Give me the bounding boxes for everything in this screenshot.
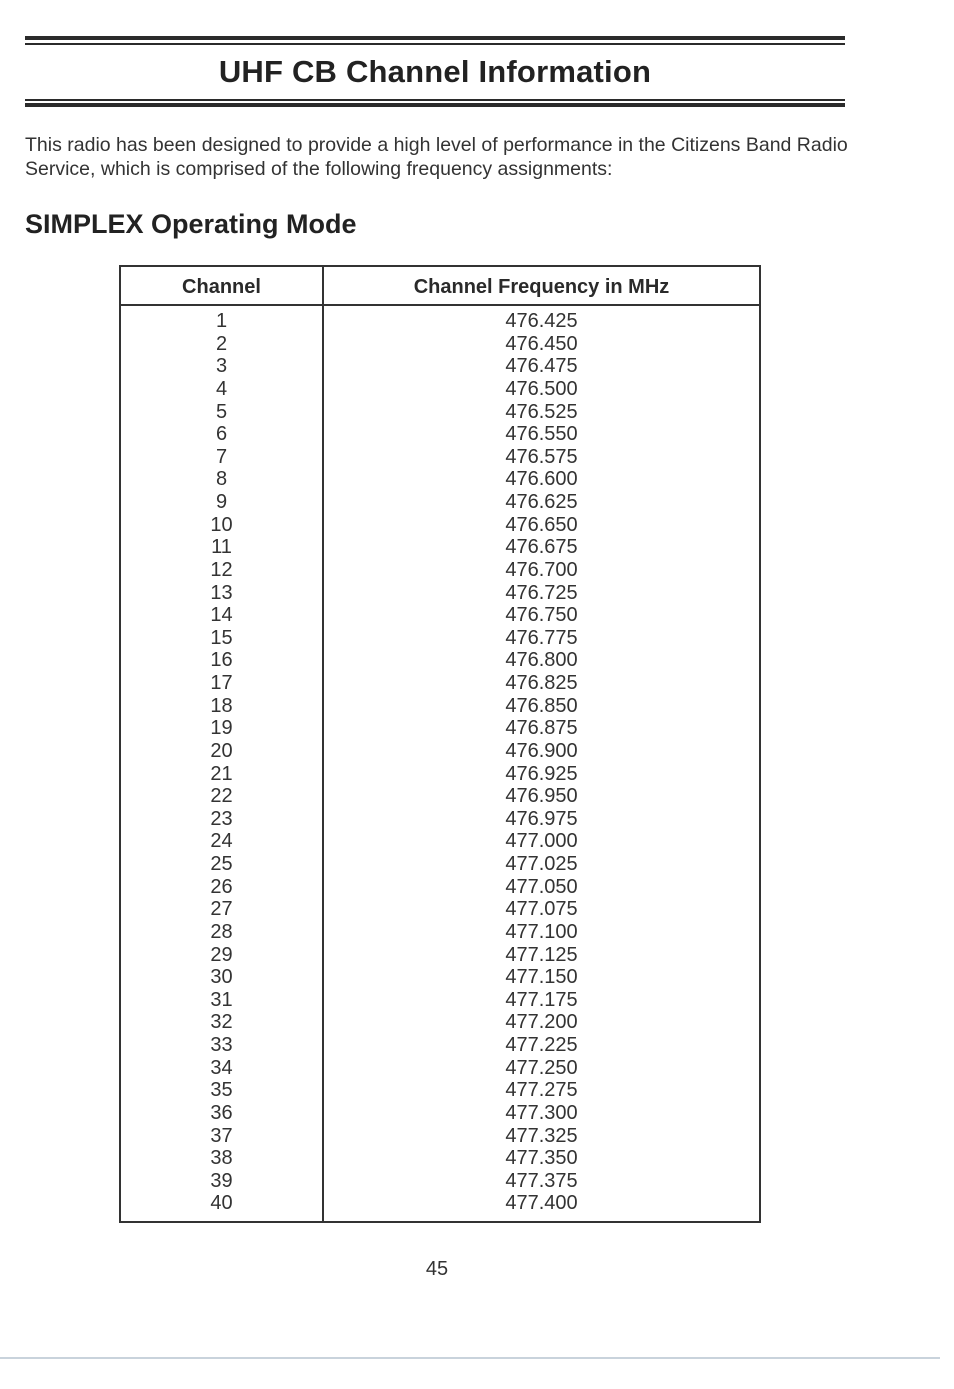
channel-number: 28 bbox=[210, 920, 233, 943]
channel-frequency: 476.550 bbox=[505, 423, 578, 446]
channel-frequency: 477.175 bbox=[505, 988, 578, 1011]
channel-frequency: 477.400 bbox=[505, 1192, 578, 1215]
channel-number: 37 bbox=[210, 1124, 233, 1147]
channel-number: 9 bbox=[215, 491, 228, 513]
channel-frequency: 477.125 bbox=[505, 943, 578, 966]
channel-frequency: 476.675 bbox=[505, 536, 578, 559]
top-rule-thin bbox=[25, 43, 845, 45]
channel-frequency: 476.650 bbox=[505, 513, 578, 536]
channel-number: 27 bbox=[210, 898, 233, 921]
channel-frequency: 476.750 bbox=[505, 604, 578, 627]
page-number: 45 bbox=[425, 1258, 449, 1280]
table-row bbox=[121, 1057, 759, 1080]
channel-number: 14 bbox=[210, 604, 233, 627]
channel-number: 24 bbox=[210, 830, 233, 853]
channel-number: 29 bbox=[210, 943, 233, 966]
bottom-rule-thin bbox=[25, 99, 845, 101]
header-divider bbox=[121, 304, 759, 306]
channel-number: 4 bbox=[215, 377, 228, 400]
channel-frequency: 477.100 bbox=[505, 920, 578, 943]
channel-number: 23 bbox=[210, 807, 233, 830]
table-row bbox=[121, 1102, 759, 1125]
table-row bbox=[121, 966, 759, 989]
channel-frequency: 477.250 bbox=[505, 1056, 578, 1079]
table-row bbox=[121, 785, 759, 808]
table-row bbox=[121, 921, 759, 944]
channel-frequency: 476.725 bbox=[505, 581, 578, 604]
channel-frequency: 476.450 bbox=[505, 332, 578, 355]
channel-frequency: 476.900 bbox=[505, 739, 578, 762]
page-title: UHF CB Channel Information bbox=[218, 54, 652, 89]
channel-frequency: 476.625 bbox=[505, 491, 578, 513]
channel-number: 25 bbox=[210, 853, 233, 875]
table-row bbox=[121, 717, 759, 740]
channel-frequency: 476.525 bbox=[505, 400, 578, 423]
channel-frequency: 476.475 bbox=[505, 355, 578, 378]
channel-number: 39 bbox=[210, 1169, 233, 1192]
channel-frequency: 477.375 bbox=[505, 1169, 578, 1192]
table-row bbox=[121, 355, 759, 378]
table-row bbox=[121, 423, 759, 446]
channel-frequency: 476.575 bbox=[505, 445, 578, 468]
table-row bbox=[121, 830, 759, 853]
channel-number: 16 bbox=[210, 649, 233, 672]
table-row bbox=[121, 1170, 759, 1193]
channel-frequency: 476.425 bbox=[505, 310, 578, 332]
table-row bbox=[121, 401, 759, 424]
channel-number: 15 bbox=[210, 626, 233, 649]
channel-number: 35 bbox=[210, 1079, 233, 1102]
intro-paragraph: This radio has been designed to provide a high level of performance in the Citizens Band Radio Service, which is comprised of the following frequency assignments: bbox=[25, 134, 848, 180]
channel-frequency: 477.300 bbox=[505, 1101, 578, 1124]
channel-number: 2 bbox=[215, 332, 228, 355]
table-row bbox=[121, 1125, 759, 1148]
page-edge-line bbox=[0, 1357, 940, 1359]
table-row bbox=[121, 446, 759, 469]
table-row bbox=[121, 310, 759, 333]
channel-frequency: 477.275 bbox=[505, 1079, 578, 1102]
table-row bbox=[121, 1079, 759, 1102]
table-row bbox=[121, 1011, 759, 1034]
table-row bbox=[121, 876, 759, 899]
channel-number: 18 bbox=[210, 694, 233, 717]
channel-frequency: 476.950 bbox=[505, 785, 578, 808]
channel-frequency: 477.200 bbox=[505, 1011, 578, 1034]
channel-table bbox=[119, 265, 761, 1223]
table-row bbox=[121, 627, 759, 650]
channel-frequency: 477.150 bbox=[505, 966, 578, 989]
channel-frequency: 476.825 bbox=[505, 672, 578, 694]
channel-number: 30 bbox=[210, 966, 233, 989]
channel-frequency: 476.500 bbox=[505, 377, 578, 400]
channel-frequency: 476.975 bbox=[505, 807, 578, 830]
channel-frequency: 476.800 bbox=[505, 649, 578, 672]
table-row bbox=[121, 695, 759, 718]
header-channel: Channel bbox=[182, 276, 261, 298]
table-row bbox=[121, 514, 759, 537]
channel-number: 11 bbox=[211, 536, 232, 559]
channel-number: 13 bbox=[210, 581, 233, 604]
channel-number: 33 bbox=[210, 1034, 233, 1056]
channel-frequency: 476.700 bbox=[505, 558, 578, 581]
channel-number: 6 bbox=[215, 423, 228, 446]
channel-frequency: 477.025 bbox=[505, 853, 578, 875]
table-row bbox=[121, 559, 759, 582]
table-row bbox=[121, 536, 759, 559]
bottom-rule-thick bbox=[25, 103, 845, 107]
table-row bbox=[121, 672, 759, 695]
channel-number: 22 bbox=[210, 785, 233, 808]
channel-number: 7 bbox=[215, 445, 228, 468]
channel-number: 8 bbox=[215, 468, 228, 491]
channel-frequency: 477.225 bbox=[505, 1034, 578, 1056]
channel-frequency: 476.775 bbox=[505, 626, 578, 649]
table-row bbox=[121, 468, 759, 491]
table-row bbox=[121, 1192, 759, 1215]
channel-number: 40 bbox=[210, 1192, 233, 1215]
table-row bbox=[121, 1034, 759, 1057]
channel-number: 38 bbox=[210, 1147, 233, 1170]
table-row bbox=[121, 604, 759, 627]
section-heading: SIMPLEX Operating Mode bbox=[25, 209, 357, 239]
channel-number: 32 bbox=[210, 1011, 233, 1034]
channel-frequency: 476.850 bbox=[505, 694, 578, 717]
channel-number: 36 bbox=[210, 1101, 233, 1124]
table-body bbox=[121, 310, 759, 1215]
table-row bbox=[121, 853, 759, 876]
table-row bbox=[121, 944, 759, 967]
channel-number: 17 bbox=[210, 672, 233, 694]
table-row bbox=[121, 740, 759, 763]
channel-number: 34 bbox=[210, 1056, 233, 1079]
channel-number: 10 bbox=[210, 513, 233, 536]
channel-number: 1 bbox=[215, 310, 228, 332]
table-row bbox=[121, 808, 759, 831]
channel-frequency: 477.050 bbox=[505, 875, 578, 898]
channel-number: 26 bbox=[210, 875, 233, 898]
table-row bbox=[121, 333, 759, 356]
channel-number: 3 bbox=[215, 355, 228, 378]
table-row bbox=[121, 582, 759, 605]
table-row bbox=[121, 898, 759, 921]
channel-number: 31 bbox=[210, 988, 233, 1011]
table-row bbox=[121, 649, 759, 672]
channel-frequency: 476.925 bbox=[505, 762, 578, 785]
channel-number: 19 bbox=[210, 717, 233, 740]
header-frequency: Channel Frequency in MHz bbox=[413, 276, 670, 298]
channel-frequency: 477.000 bbox=[505, 830, 578, 853]
channel-number: 5 bbox=[215, 400, 228, 423]
channel-number: 20 bbox=[210, 739, 233, 762]
channel-number: 21 bbox=[210, 762, 233, 785]
channel-frequency: 477.325 bbox=[505, 1124, 578, 1147]
channel-frequency: 476.600 bbox=[505, 468, 578, 491]
table-row bbox=[121, 378, 759, 401]
table-row bbox=[121, 989, 759, 1012]
table-row bbox=[121, 1147, 759, 1170]
table-row bbox=[121, 763, 759, 786]
channel-frequency: 477.350 bbox=[505, 1147, 578, 1170]
top-rule-thick bbox=[25, 36, 845, 40]
table-row bbox=[121, 491, 759, 514]
channel-frequency: 477.075 bbox=[505, 898, 578, 921]
channel-number: 12 bbox=[210, 558, 233, 581]
channel-frequency: 476.875 bbox=[505, 717, 578, 740]
